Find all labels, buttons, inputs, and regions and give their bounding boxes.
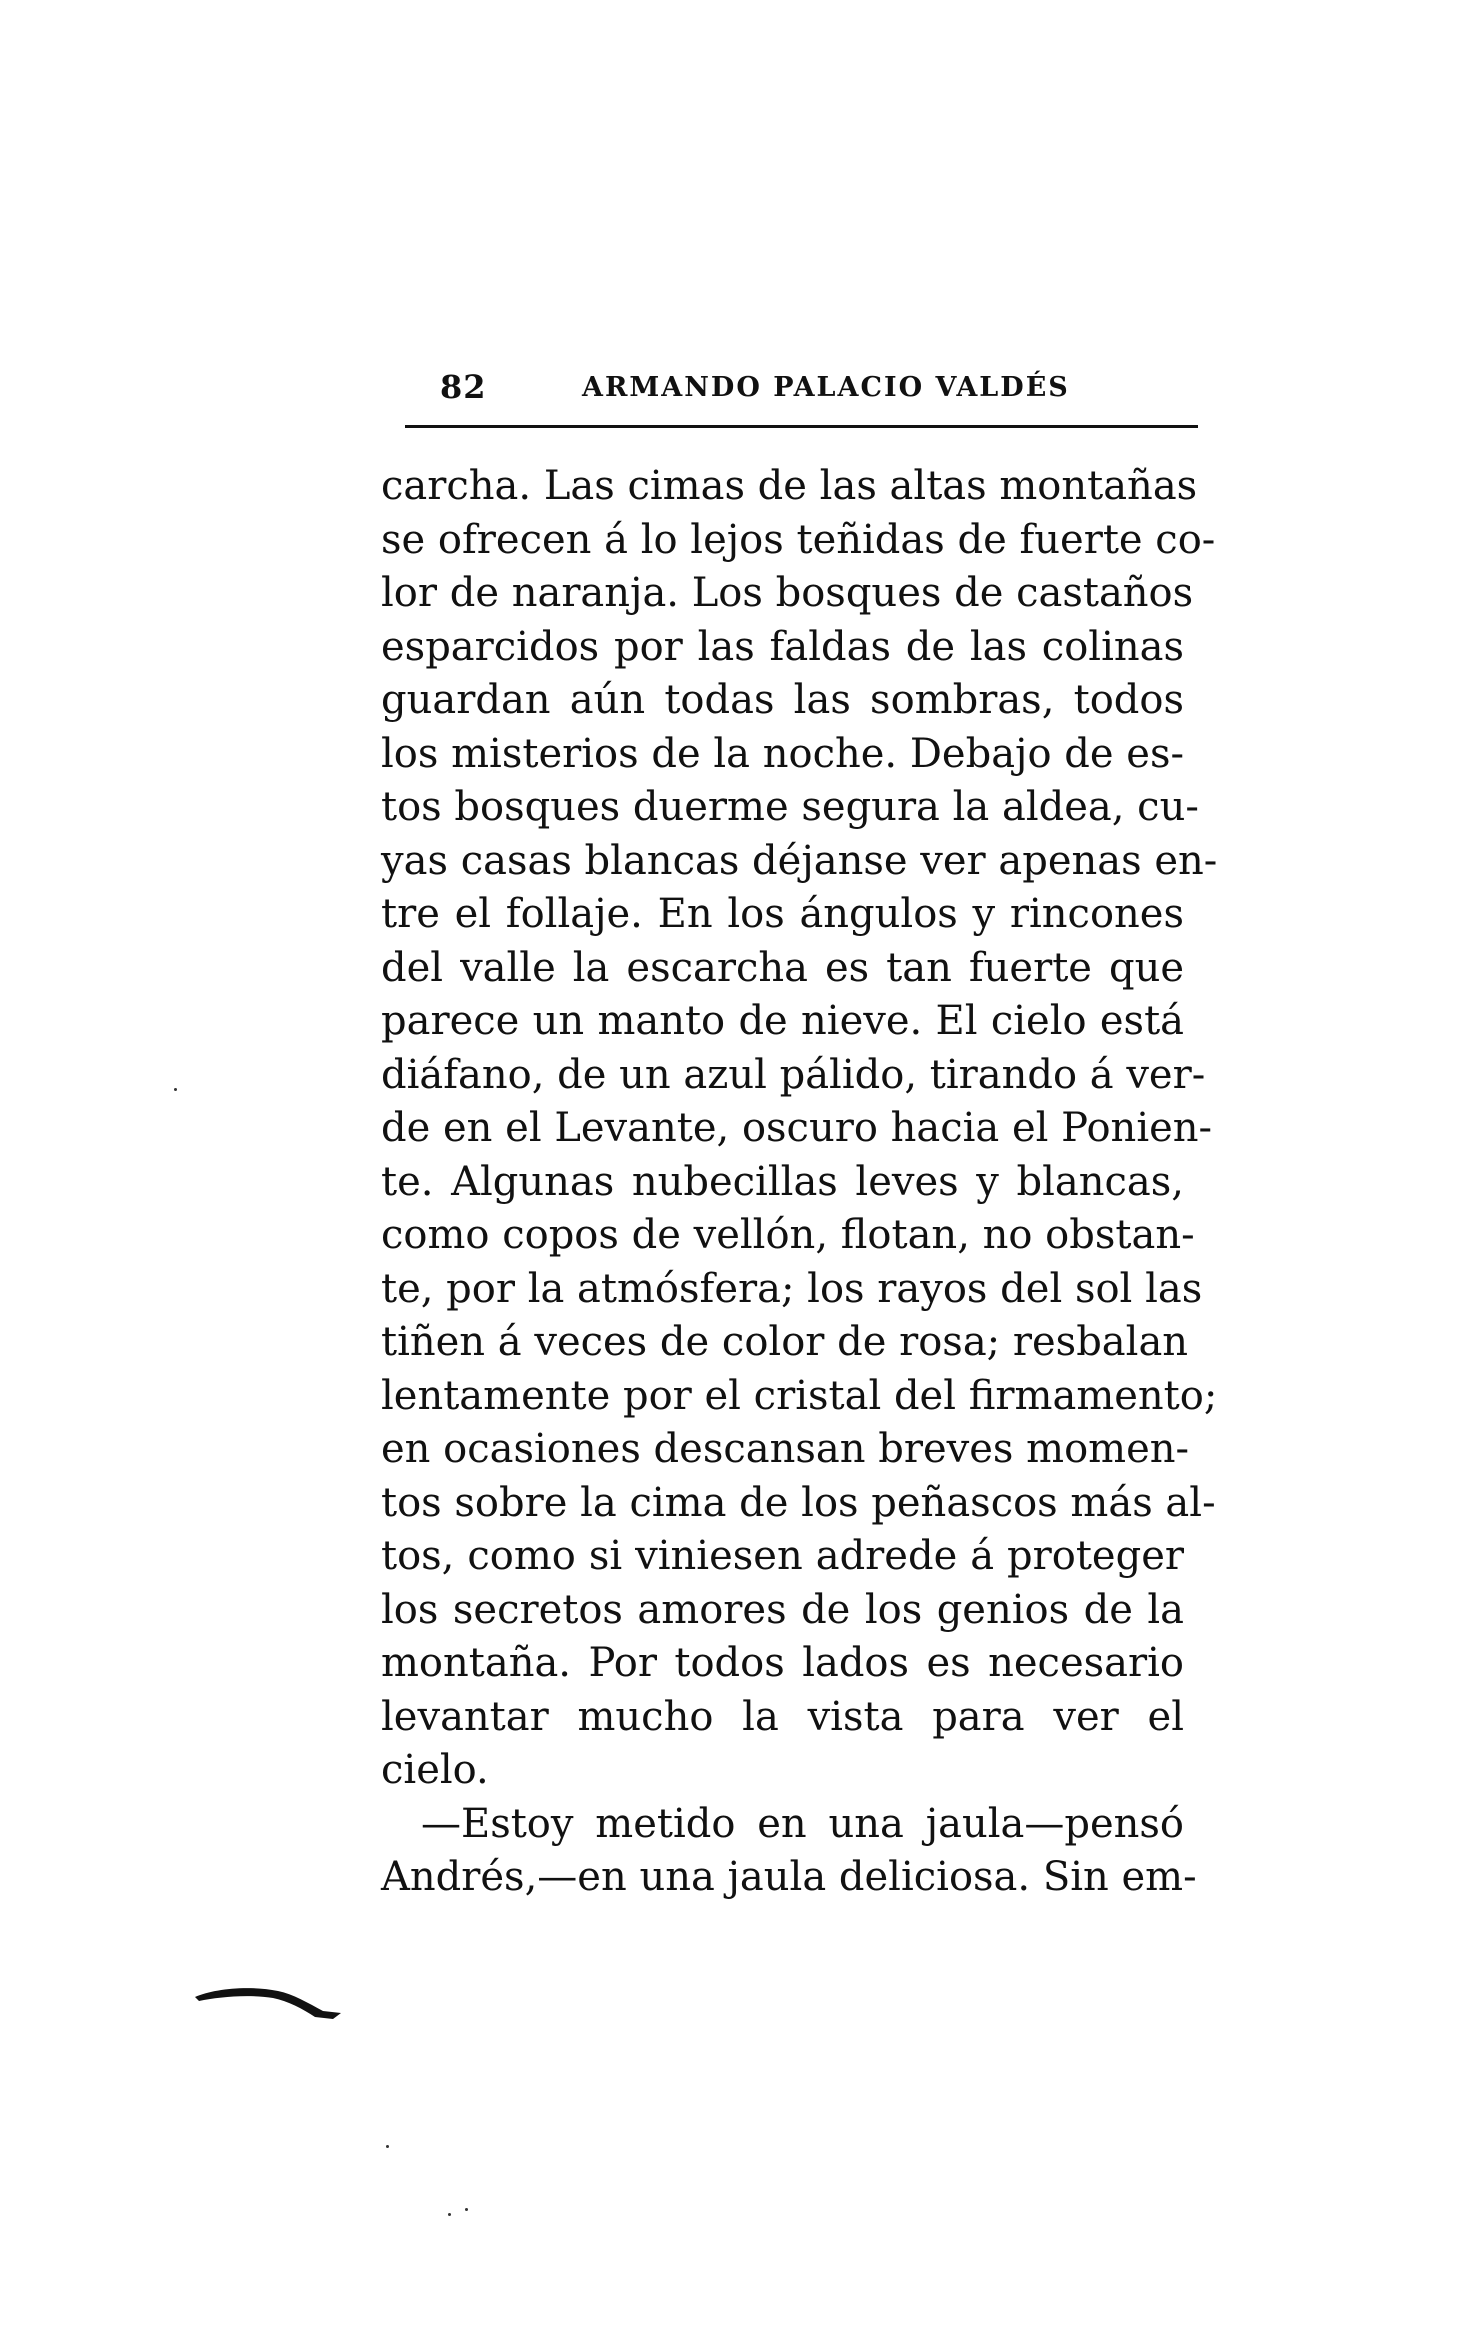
text-line: te. Algunas nubecillas leves y blancas, [381, 1158, 1184, 1205]
text-line: tos sobre la cima de los peñascos más al- [381, 1479, 1216, 1526]
text-line: tos, como si viniesen adrede á proteger [381, 1533, 1184, 1579]
text-line: tiñen á veces de color de rosa; resbalan [381, 1319, 1189, 1365]
text-line: los misterios de la noche. Debajo de es- [381, 730, 1184, 777]
text-line: los secretos amores de los genios de la [381, 1586, 1184, 1633]
text-line: como copos de vellón, flotan, no obstan- [381, 1212, 1195, 1258]
text-line: de en el Levante, oscuro hacia el Ponien- [381, 1105, 1213, 1151]
text-line: diáfano, de un azul pálido, tirando á ver- [381, 1051, 1206, 1098]
text-line: del valle la escarcha es tan fuerte que [381, 944, 1184, 991]
text-line: levantar mucho la vista para ver el [381, 1693, 1184, 1740]
text-line: en ocasiones descansan breves momen- [381, 1426, 1190, 1472]
text-line: lor de naranja. Los bosques de castaños [381, 570, 1194, 616]
body-text [381, 460, 1218, 1905]
text-line: parece un manto de nieve. El cielo está [381, 998, 1184, 1044]
text-line: te, por la atmósfera; los rayos del sol las [381, 1265, 1203, 1312]
text-line: yas casas blancas déjanse ver apenas en- [381, 837, 1218, 884]
text-line: montaña. Por todos lados es necesario [381, 1640, 1184, 1686]
header-rule [405, 425, 1198, 428]
speck-mark [465, 2208, 468, 2211]
text-line: Andrés,—en una jaula deliciosa. Sin em- [381, 1854, 1197, 1900]
text-line: carcha. Las cimas de las altas montañas [381, 463, 1198, 509]
text-line: tre el follaje. En los ángulos y rincones [381, 891, 1184, 937]
speck-mark [386, 2145, 389, 2148]
text-line: se ofrecen á lo lejos teñidas de fuerte co- [381, 516, 1216, 563]
text-line: guardan aún todas las sombras, todos [381, 677, 1184, 723]
speck-mark [448, 2213, 451, 2216]
text-line: cielo. [381, 1747, 489, 1793]
page-number: 82 [440, 368, 487, 406]
ink-blot-mark [193, 1983, 343, 2021]
page-header [405, 360, 1205, 420]
text-line: esparcidos por las faldas de las colinas [381, 623, 1184, 670]
speck-mark [174, 1088, 177, 1091]
running-title: ARMANDO PALACIO VALDÉS [582, 372, 1070, 403]
text-line: —Estoy metido en una jaula—pensó [421, 1800, 1184, 1847]
text-line: lentamente por el cristal del firmamento; [381, 1372, 1218, 1419]
text-line: tos bosques duerme segura la aldea, cu- [381, 784, 1199, 830]
